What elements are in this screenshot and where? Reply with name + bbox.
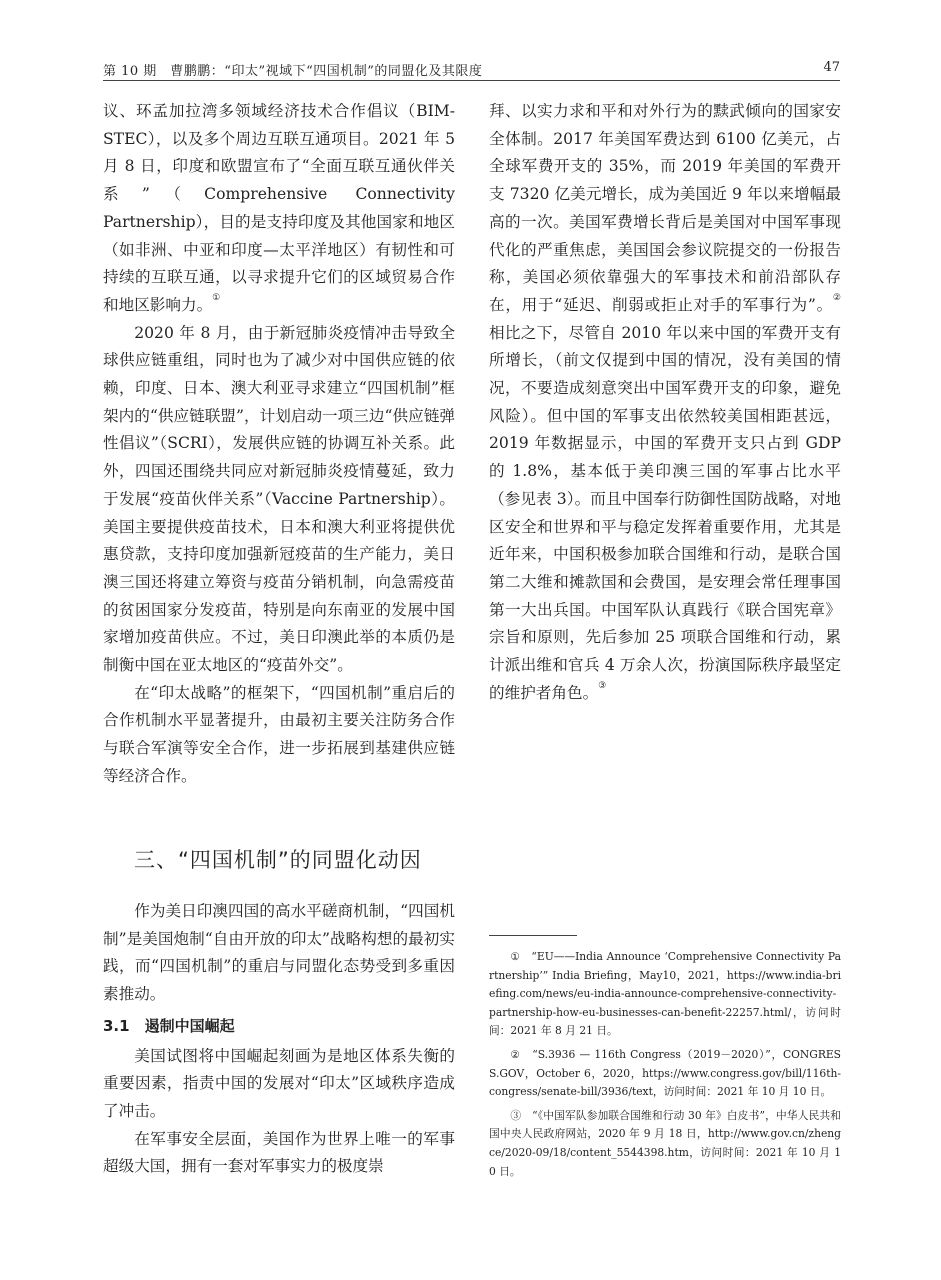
page-number: 47 [823, 60, 840, 75]
footnote-ref-1[interactable]: ① [212, 292, 221, 303]
footnote-ref-3[interactable]: ③ [598, 680, 607, 691]
paragraph: 议、环孟加拉湾多领域经济技术合作倡议（BIM-STEC），以及多个周边互联互通项目。2021 年 5 月 8 日，印度和欧盟宣布了“全面互联互通伙伴关系”（Comprehensive Connectivity Partnership），目的是支持印度及其他国家和地区（如非洲、中亚和印度—太平洋地区）有韧性和可持续的互联互通，以寻求提升它们的区域贸易合作和地区影响力。① [103, 102, 455, 314]
paragraph: 美国试图将中国崛起刻画为是地区体系失衡的重要因素，指责中国的发展对“印太”区域秩序造成了冲击。 [103, 1046, 455, 1120]
paragraph: 拜、以实力求和平和对外行为的黩武倾向的国家安全体制。2017 年美国军费达到 6100 亿美元，占全球军费开支的 35%，而 2019 年美国的军费开支 7320 亿美元增长，成为美国近 9 年以来增幅最高的一次。美国军费增长背后是美国对中国军事现代化的严重焦虑，美国国会参议院提交的一份报告称，美国必须依靠强大的军事技术和前沿部队存在，用于“延迟、削弱或拒止对手的军事行为”。② 相比之下，尽管自 2010 年以来中国的军费开支有所增长，（前文仅提到中国的情况，没有美国的情况，不要造成刻意突出中国军费开支的印象，避免风险）。但中国的军事支出依然较美国相距甚远，2019 年数据显示，中国的军费开支只占到 GDP 的 1.8%，基本低于美印澳三国的军事占比水平（参见表 3）。而且中国奉行防御性国防战略，对地区安全和世界和平与稳定发挥着重要作用，尤其是近年来，中国积极参加联合国维和行动，是联合国第二大维和摊款国和会费国，是安理会常任理事国第一大出兵国。中国军队认真践行《联合国宪章》宗旨和原则，先后参加 25 项联合国维和行动，累计派出维和官兵 4 万余人次，扮演国际秩序最坚定的维护者角色。③ [489, 102, 841, 702]
footnote-1: ① “EU——India Announce ‘Comprehensive Connectivity Partnership’” India Briefing，May10，2021，https://www.india-briefing.com/news/eu-india-announce-comprehensive-connectivity-partnership-how-eu-businesses-can-benefit-22257.html/，访问时间：2021 年 8 月 21 日。 [489, 950, 841, 1038]
left-column-lower [103, 898, 455, 1181]
right-column [489, 98, 841, 707]
subsection-heading: 3.1 遏制中国崛起 [103, 1016, 235, 1035]
footnote-2: ② “S.3936 — 116th Congress（2019－2020）”，CONGRESS.GOV，October 6，2020，https://www.congress.gov/bill/116th-congress/senate-bill/3936/text，访问时间：2021 年 10 月 10 日。 [489, 1047, 841, 1099]
footnote-ref-2[interactable]: ② [832, 292, 841, 303]
paragraph: 在“印太战略”的框架下，“四国机制”重启后的合作机制水平显著提升，由最初主要关注防务合作与联合军演等安全合作，进一步拓展到基建供应链等经济合作。 [103, 683, 455, 785]
section-title: 三、“四国机制”的同盟化动因 [134, 848, 422, 872]
paragraph: 2020 年 8 月，由于新冠肺炎疫情冲击导致全球供应链重组，同时也为了减少对中国供应链的依赖，印度、日本、澳大利亚寻求建立“四国机制”框架内的“供应链联盟”，计划启动一项三边“供应链弹性倡议”（SCRI），发展供应链的协调互补关系。此外，四国还围绕共同应对新冠肺炎疫情蔓延，致力于发展“疫苗伙伴关系”（Vaccine Partnership）。美国主要提供疫苗技术，日本和澳大利亚将提供优惠贷款，支持印度加强新冠疫苗的生产能力，美日澳三国还将建立筹资与疫苗分销机制，向急需疫苗的贫困国家分发疫苗，特别是向东南亚的发展中国家增加疫苗供应。不过，美日印澳此举的本质仍是制衡中国在亚太地区的“疫苗外交”。 [103, 323, 455, 675]
footnote-3: ③ “《中国军队参加联合国维和行动 30 年》白皮书”，中华人民共和国中央人民政府网站，2020 年 9 月 18 日，http://www.gov.cn/zhengce/2020-09/18/content_5544398.htm，访问时间：2021 年 10 月 10 日。 [489, 1108, 841, 1178]
left-column [103, 98, 455, 791]
header-title: 第 10 期 曹鹏鹏：“印太”视域下“四国机制”的同盟化及其限度 [103, 64, 483, 79]
footnote-divider [489, 935, 577, 936]
footnotes [489, 948, 841, 1186]
paragraph: 在军事安全层面，美国作为世界上唯一的军事超级大国，拥有一套对军事实力的极度崇 [103, 1129, 455, 1176]
paragraph: 作为美日印澳四国的高水平磋商机制，“四国机制”是美国炮制“自由开放的印太”战略构想的最初实践，而“四国机制”的重启与同盟化态势受到多重因素推动。 [103, 902, 455, 1004]
running-header [103, 58, 840, 81]
